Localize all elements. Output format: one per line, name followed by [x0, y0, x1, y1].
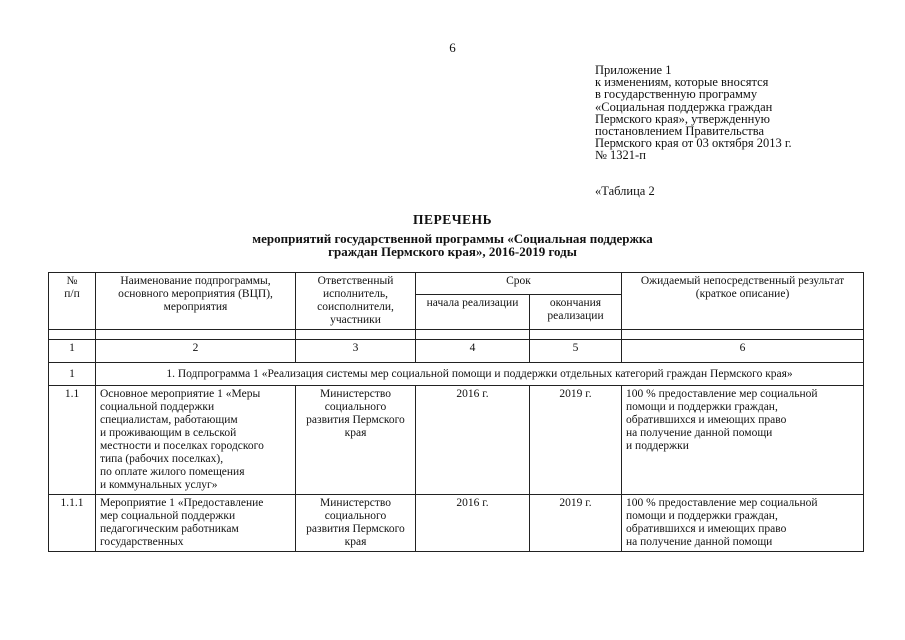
document-subtitle: [0, 233, 905, 258]
table-row: [49, 495, 864, 552]
header-spacer: [49, 330, 864, 340]
appendix-line: № 1321-п: [595, 148, 646, 163]
header-name: Наименование подпрограммы, основного мероприятия (ВЦП), мероприятия: [96, 273, 296, 330]
row-responsible: Министерство социального развития Пермского края: [296, 386, 416, 495]
measures-table: [48, 272, 864, 552]
appendix-line: Пермского края от 03 октября 2013 г.: [595, 136, 792, 151]
appendix-block: [595, 64, 792, 162]
header-term: Срок: [416, 273, 622, 295]
table-reference: «Таблица 2: [595, 184, 655, 198]
appendix-line: «Социальная поддержка граждан: [595, 99, 773, 114]
header-result: Ожидаемый непосредственный результат (краткое описание): [622, 273, 864, 330]
row-num: 1.1.1: [49, 495, 96, 552]
row-end: 2019 г.: [530, 386, 622, 495]
column-number-row: [49, 340, 864, 363]
header-start: начала реализации: [416, 295, 530, 330]
col-number: 3: [296, 340, 416, 363]
subtitle-line: граждан Пермского края», 2016-2019 годы: [328, 243, 577, 259]
appendix-line: к изменениям, которые вносятся: [595, 75, 769, 90]
row-start: 2016 г.: [416, 386, 530, 495]
subprogram-title: 1. Подпрограмма 1 «Реализация системы мер социальной помощи и поддержки отдельных категорий граждан Пермского края»: [96, 363, 864, 386]
col-number: 1: [49, 340, 96, 363]
document-title: ПЕРЕЧЕНЬ: [412, 212, 493, 227]
appendix-line: Пермского края», утвержденную: [595, 111, 770, 126]
header-end: окончания реализации: [530, 295, 622, 330]
col-number: 2: [96, 340, 296, 363]
subprogram-row: [49, 363, 864, 386]
subprogram-num: 1: [49, 363, 96, 386]
header-row: [49, 273, 864, 295]
table-row: [49, 386, 864, 495]
page-number: 6: [449, 40, 456, 55]
subtitle-line: мероприятий государственной программы «Социальная поддержка: [252, 231, 653, 246]
row-result: 100 % предоставление мер социальной помощи и поддержки граждан, обратившихся и имеющих право на получение данной помощи и поддержки: [622, 386, 864, 495]
row-responsible: Министерство социального развития Пермского края: [296, 495, 416, 552]
col-number: 6: [622, 340, 864, 363]
row-name: Основное мероприятие 1 «Меры социальной поддержки специалистам, работающим и проживающим в сельской местности и поселках городского типа (рабочих поселках), по оплате жилого помещения и коммунальных услуг»: [96, 386, 296, 495]
row-name: Мероприятие 1 «Предоставление мер социальной поддержки педагогическим работникам государственных: [96, 495, 296, 552]
row-num: 1.1: [49, 386, 96, 495]
col-number: 5: [530, 340, 622, 363]
header-num: № п/п: [49, 273, 96, 330]
col-number: 4: [416, 340, 530, 363]
appendix-line: постановлением Правительства: [595, 124, 765, 139]
row-start: 2016 г.: [416, 495, 530, 552]
appendix-line: в государственную программу: [595, 87, 758, 102]
appendix-line: Приложение 1: [595, 63, 672, 77]
row-result: 100 % предоставление мер социальной помощи и поддержки граждан, обратившихся и имеющих право на получение данной помощи: [622, 495, 864, 552]
header-responsible: Ответственный исполнитель, соисполнители, участники: [296, 273, 416, 330]
row-end: 2019 г.: [530, 495, 622, 552]
